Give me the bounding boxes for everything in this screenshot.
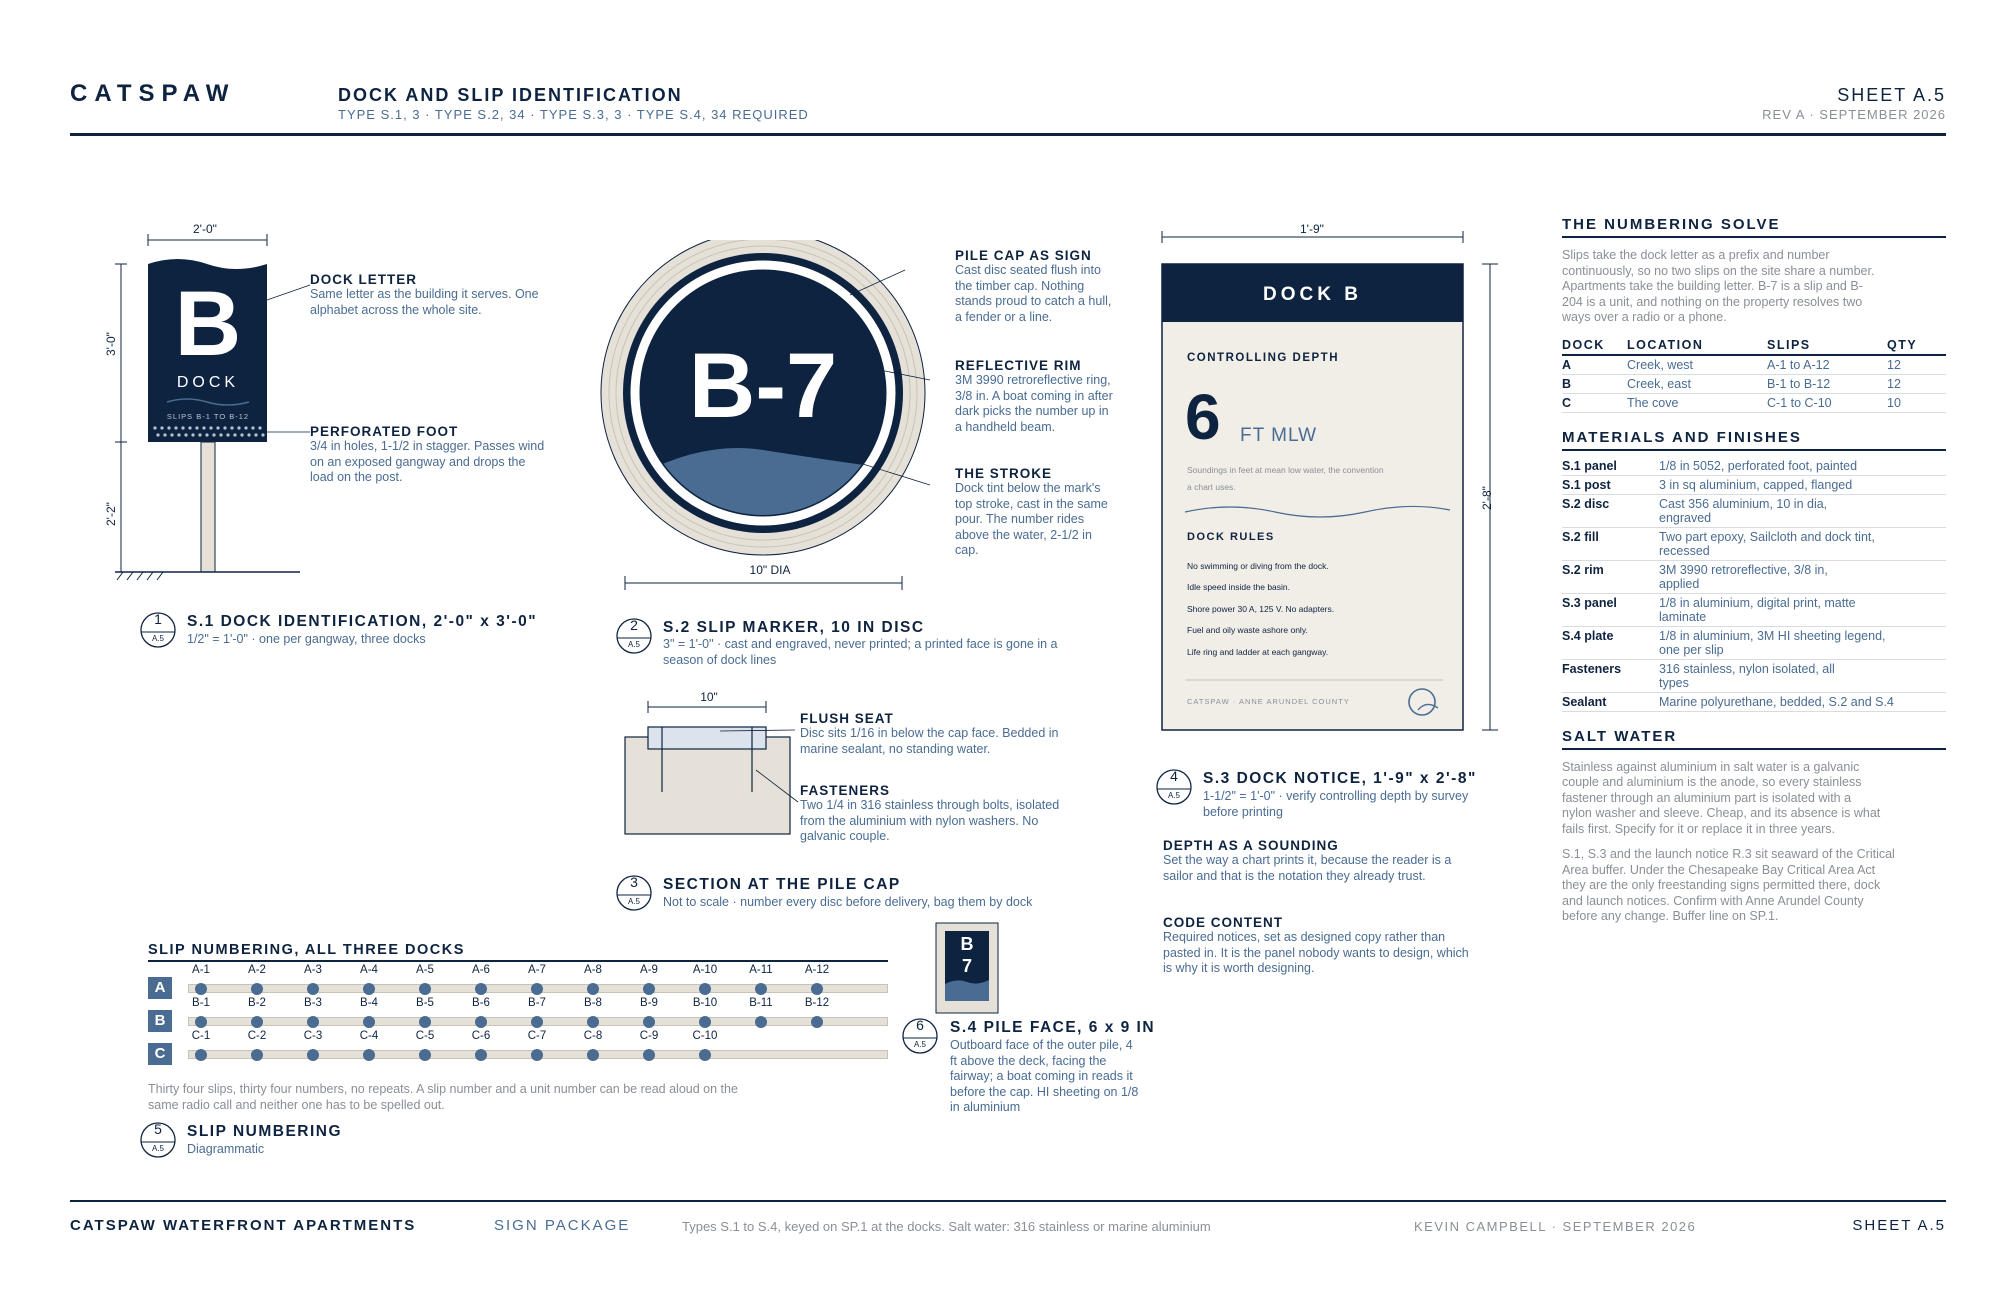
- slip-label: B-8: [584, 997, 602, 1009]
- s2-callout-stroke-text: Dock tint below the mark's top stroke, cast in the same pour. The number rides above the water, 2-1/2 in cap.: [955, 481, 1108, 557]
- s4-face-number: 7: [961, 956, 972, 976]
- sheet-title: DOCK AND SLIP IDENTIFICATION: [338, 85, 683, 105]
- slip-dot: [251, 1016, 263, 1028]
- dock-col-slips: SLIPS: [1767, 336, 1887, 355]
- s1-callout-foot-text: 3/4 in holes, 1-1/2 in stagger. Passes wind on an exposed gangway and drops the load on the post.: [310, 439, 545, 484]
- dock-badge: B: [148, 1010, 172, 1032]
- slip-dot: [419, 1016, 431, 1028]
- mat-value: 1/8 in 5052, perforated foot, painted: [1659, 457, 1946, 476]
- slip-label: C-8: [583, 1030, 603, 1042]
- mat-value: 3M 3990 retroreflective, 3/8 in, applied: [1659, 560, 1946, 593]
- section-callout-seat-title: FLUSH SEAT: [800, 711, 894, 726]
- dock-badge: C: [148, 1043, 172, 1065]
- slip-label: B-7: [528, 997, 546, 1009]
- section-callout-fasteners-text: Two 1/4 in 316 stainless through bolts, isolated from the aluminium with nylon washers. No galvanic couple.: [800, 798, 1060, 843]
- dock-cell: The cove: [1627, 393, 1767, 412]
- dock-cell: 10: [1887, 393, 1946, 412]
- slip-label: C-10: [692, 1030, 718, 1042]
- table-row: [1562, 457, 1946, 476]
- s2-callout-rim-text: 3M 3990 retroreflective ring, 3/8 in. A boat coming in after dark picks the number up in a handheld beam.: [955, 373, 1113, 434]
- mat-value: Cast 356 aluminium, 10 in dia, engraved: [1659, 494, 1946, 527]
- section-detail-sheet: A.5: [627, 897, 640, 906]
- mat-value: 1/8 in aluminium, digital print, matte laminate: [1659, 593, 1946, 626]
- slip-label: B-4: [360, 997, 378, 1009]
- dock-cell: C-1 to C-10: [1767, 393, 1887, 412]
- s1-title: S.1 DOCK IDENTIFICATION, 2'-0" x 3'-0": [187, 613, 538, 630]
- s3-note-depth-title: DEPTH AS A SOUNDING: [1163, 838, 1339, 853]
- s3-detail-number: 4: [1170, 768, 1178, 784]
- slip-label: B-3: [304, 997, 322, 1009]
- table-row: [1562, 692, 1946, 711]
- salt-text-2: S.1, S.3 and the launch notice R.3 sit seaward of the Critical Area buffer. Under the Chesapeake Bay Critical Area Act they are the only freestanding signs permitted there, dock and launch notices. Confirm with Anne Arundel County before any change. Buffer line on SP.1.: [1562, 847, 1895, 923]
- slip-label: A-9: [640, 964, 658, 976]
- table-row: [1562, 355, 1946, 375]
- section-callout-seat-text: Disc sits 1/16 in below the cap face. Bedded in marine sealant, no standing water.: [800, 726, 1059, 756]
- s2-callout-pilecap-text: Cast disc seated flush into the timber cap. Nothing stands proud to catch a hull, a fender or a line.: [955, 263, 1112, 324]
- s1-sign-letter: B: [174, 273, 242, 375]
- s4-title: S.4 PILE FACE, 6 x 9 IN: [950, 1019, 1156, 1036]
- footer-note: Types S.1 to S.4, keyed on SP.1 at the docks. Salt water: 316 stainless or marine aluminium: [682, 1219, 1211, 1234]
- dock-cell: Creek, west: [1627, 355, 1767, 375]
- section-drawing: [620, 690, 810, 840]
- s3-detail-sheet: A.5: [1167, 791, 1180, 800]
- slip-dot: [475, 1016, 487, 1028]
- s4-detail-sheet: A.5: [913, 1040, 926, 1049]
- s1-subtitle: 1/2" = 1'-0" · one per gangway, three docks: [187, 632, 426, 646]
- slip-dot: [251, 1049, 263, 1061]
- footer-project: CATSPAW WATERFRONT APARTMENTS: [70, 1217, 417, 1234]
- slip-label: C-3: [303, 1030, 323, 1042]
- dock-cell: 12: [1887, 374, 1946, 393]
- section-callout-fasteners-title: FASTENERS: [800, 783, 891, 798]
- slip-label: C-2: [247, 1030, 267, 1042]
- slips-note: Thirty four slips, thirty four numbers, no repeats. A slip number and a unit number can be read aloud on the same radio call and neither one has to be spelled out.: [148, 1082, 738, 1112]
- slip-dot: [699, 1016, 711, 1028]
- s3-note-code-title: CODE CONTENT: [1163, 915, 1283, 930]
- slip-label: C-7: [527, 1030, 547, 1042]
- s3-rule-2: Idle speed inside the basin.: [1187, 582, 1291, 592]
- slip-dot: [195, 1049, 207, 1061]
- s3-title: S.3 DOCK NOTICE, 1'-9" x 2'-8": [1203, 770, 1477, 787]
- mat-value: 1/8 in aluminium, 3M HI sheeting legend, one per slip: [1659, 626, 1946, 659]
- s3-rule-4: Fuel and oily waste ashore only.: [1187, 625, 1308, 635]
- slip-label: A-10: [692, 964, 718, 976]
- slip-label: B-11: [749, 997, 773, 1009]
- s1-callout-dock-letter-text: Same letter as the building it serves. One alphabet across the whole site.: [310, 287, 539, 317]
- brand-wordmark: CATSPAW: [70, 80, 236, 107]
- slips-detail-subtitle: Diagrammatic: [187, 1142, 265, 1156]
- slip-dot: [419, 1049, 431, 1061]
- mat-key: S.1 post: [1562, 475, 1659, 494]
- slip-dot: [643, 1049, 655, 1061]
- slip-label: C-6: [471, 1030, 491, 1042]
- s2-callout-pilecap-title: PILE CAP AS SIGN: [955, 248, 1092, 263]
- slip-dot: [811, 1016, 823, 1028]
- salt-text-1: Stainless against aluminium in salt water is a galvanic couple and aluminium is the anode, so every stainless fastener through an aluminium part is isolated with a nylon washer and sleeve. Cheap, and its absence is what fails first. Specify for it or replace it in three years.: [1562, 759, 1881, 836]
- slip-label: B-6: [472, 997, 490, 1009]
- table-row: [1562, 593, 1946, 626]
- slip-label: C-9: [639, 1030, 659, 1042]
- mat-key: S.1 panel: [1562, 457, 1659, 476]
- table-row: [1562, 494, 1946, 527]
- s3-depth-unit: FT MLW: [1240, 425, 1318, 446]
- table-row: [1562, 527, 1946, 560]
- solve-title: THE NUMBERING SOLVE: [1562, 216, 1946, 238]
- slip-label: A-1: [192, 964, 210, 976]
- mat-value: Two part epoxy, Sailcloth and dock tint, recessed: [1659, 527, 1946, 560]
- salt-title: SALT WATER: [1562, 728, 1946, 750]
- mat-key: S.2 rim: [1562, 560, 1659, 593]
- s2-disc-text: B-7: [688, 335, 838, 437]
- section-dim: 10": [700, 690, 718, 704]
- footer-sheet: SHEET A.5: [1852, 1217, 1946, 1234]
- s3-dim-height: 2'-8": [1480, 486, 1494, 510]
- s2-dim: 10" DIA: [720, 563, 820, 577]
- revision: REV A · SEPTEMBER 2026: [1762, 107, 1946, 122]
- slip-dot: [363, 983, 375, 995]
- s2-detail-number: 2: [630, 617, 638, 633]
- mat-value: Marine polyurethane, bedded, S.2 and S.4: [1659, 692, 1946, 711]
- dock-table: [1562, 336, 1946, 413]
- slip-dot: [531, 1049, 543, 1061]
- dock-cell: B-1 to B-12: [1767, 374, 1887, 393]
- dock-cell: C: [1562, 393, 1627, 412]
- slip-dot: [587, 983, 599, 995]
- footer-package: SIGN PACKAGE: [494, 1217, 631, 1234]
- s1-detail-sheet: A.5: [151, 634, 164, 643]
- s1-dim-h2: 2'-2": [104, 502, 118, 526]
- slip-dot: [531, 983, 543, 995]
- s3-note-depth-text: Set the way a chart prints it, because the reader is a sailor and that is the notation they already trust.: [1163, 853, 1452, 883]
- dock-badge: A: [148, 977, 172, 999]
- mat-value: 316 stainless, nylon isolated, all types: [1659, 659, 1946, 692]
- s4-face-letter: B: [960, 934, 974, 954]
- section-detail-number: 3: [630, 874, 638, 890]
- s1-detail-number: 1: [154, 611, 162, 627]
- mat-key: S.2 disc: [1562, 494, 1659, 527]
- s3-note-code-text: Required notices, set as designed copy rather than pasted in. It is the panel nobody wants to design, which is why it is worth designing.: [1163, 930, 1469, 975]
- sheet-number: SHEET A.5: [1837, 85, 1946, 105]
- slip-label: A-6: [472, 964, 490, 976]
- slip-label: B-5: [416, 997, 434, 1009]
- mat-key: S.2 fill: [1562, 527, 1659, 560]
- slip-label: B-12: [804, 997, 830, 1009]
- slip-dot: [475, 1049, 487, 1061]
- s1-dim-h1: 3'-0": [104, 332, 118, 356]
- slip-label: B-1: [192, 997, 210, 1009]
- dock-col-qty: QTY: [1887, 336, 1946, 355]
- s3-rules-label: DOCK RULES: [1187, 531, 1275, 543]
- s3-rule-3: Shore power 30 A, 125 V. No adapters.: [1187, 604, 1335, 614]
- s3-panel-foot: CATSPAW · ANNE ARUNDEL COUNTY: [1187, 697, 1350, 706]
- s3-panel-title: DOCK B: [1263, 284, 1362, 305]
- slip-dot: [307, 1016, 319, 1028]
- slip-dot: [755, 983, 767, 995]
- slip-dot: [643, 983, 655, 995]
- table-row: [1562, 374, 1946, 393]
- s2-detail-sheet: A.5: [627, 640, 640, 649]
- materials-table: [1562, 457, 1946, 712]
- right-column: [1562, 216, 1946, 925]
- slip-dot: [475, 983, 487, 995]
- slip-label: B-9: [640, 997, 658, 1009]
- solve-text: Slips take the dock letter as a prefix and number continuously, so no two slips on the site share a number. Apartments take the building letter. B-7 is a slip and B-204 is a unit, and nothing on the property resolves two ways over a radio or a phone.: [1562, 248, 1875, 324]
- dock-cell: A: [1562, 355, 1627, 375]
- slip-dot: [699, 983, 711, 995]
- table-row: [1562, 626, 1946, 659]
- s4-detail-number: 6: [916, 1017, 924, 1033]
- slip-dot: [587, 1049, 599, 1061]
- slip-label: B-10: [692, 997, 718, 1009]
- dock-col-dock: DOCK: [1562, 336, 1627, 355]
- header-rule: [70, 133, 1946, 136]
- slip-label: B-2: [248, 997, 266, 1009]
- slips-detail-number: 5: [154, 1121, 162, 1137]
- s2-callout-stroke-title: THE STROKE: [955, 466, 1053, 481]
- table-row: [1562, 393, 1946, 412]
- s1-callout-dock-letter-title: DOCK LETTER: [310, 272, 417, 287]
- s1-sign-word: DOCK: [176, 374, 240, 391]
- slip-dot: [363, 1049, 375, 1061]
- s3-depth-number: 6: [1185, 381, 1221, 453]
- materials-title: MATERIALS AND FINISHES: [1562, 429, 1946, 451]
- slip-dot: [755, 1016, 767, 1028]
- mat-key: Fasteners: [1562, 659, 1659, 692]
- slip-label: A-11: [749, 964, 773, 976]
- slip-label: A-2: [248, 964, 266, 976]
- slip-dot: [251, 983, 263, 995]
- mat-key: Sealant: [1562, 692, 1659, 711]
- mat-value: 3 in sq aluminium, capped, flanged: [1659, 475, 1946, 494]
- dock-col-location: LOCATION: [1627, 336, 1767, 355]
- s4-subtitle: Outboard face of the outer pile, 4 ft above the deck, facing the fairway; a boat coming in reads it before the cap. HI sheeting on 1/8 in aluminium: [950, 1038, 1139, 1114]
- s1-sign-slips: SLIPS B-1 TO B-12: [166, 412, 250, 421]
- section-subtitle: Not to scale · number every disc before delivery, bag them by dock: [663, 895, 1033, 909]
- s3-rule-5: Life ring and ladder at each gangway.: [1187, 647, 1329, 657]
- slip-label: A-5: [416, 964, 434, 976]
- s3-depth-label: CONTROLLING DEPTH: [1187, 352, 1339, 364]
- slip-label: A-3: [304, 964, 322, 976]
- s1-callout-foot-title: PERFORATED FOOT: [310, 424, 459, 439]
- slip-dot: [587, 1016, 599, 1028]
- dock-cell: A-1 to A-12: [1767, 355, 1887, 375]
- slip-dot: [699, 1049, 711, 1061]
- s3-subtitle: 1-1/2" = 1'-0" · verify controlling depth by survey before printing: [1203, 789, 1469, 819]
- s2-callout-rim-title: REFLECTIVE RIM: [955, 358, 1082, 373]
- slip-label: C-4: [359, 1030, 379, 1042]
- section-title: SECTION AT THE PILE CAP: [663, 876, 901, 893]
- slip-label: A-4: [360, 964, 378, 976]
- sheet-subtitle: TYPE S.1, 3 · TYPE S.2, 34 · TYPE S.3, 3 · TYPE S.4, 34 REQUIRED: [338, 107, 809, 122]
- slip-grid: [148, 964, 888, 1064]
- slip-dot: [531, 1016, 543, 1028]
- s2-subtitle: 3" = 1'-0" · cast and engraved, never printed; a printed face is gone in a season of dock lines: [663, 637, 1058, 667]
- s3-depth-note: Soundings in feet at mean low water, the convention a chart uses.: [1187, 465, 1384, 492]
- slip-label: A-7: [528, 964, 546, 976]
- slip-dot: [643, 1016, 655, 1028]
- footer-author: KEVIN CAMPBELL · SEPTEMBER 2026: [1414, 1219, 1697, 1234]
- slip-label: A-12: [804, 964, 830, 976]
- dock-cell: 12: [1887, 355, 1946, 375]
- dock-cell: Creek, east: [1627, 374, 1767, 393]
- slip-dot: [419, 983, 431, 995]
- slip-dot: [307, 983, 319, 995]
- mat-key: S.4 plate: [1562, 626, 1659, 659]
- table-row: [1562, 475, 1946, 494]
- footer-rule: [70, 1200, 1946, 1202]
- slips-detail-sheet: A.5: [151, 1144, 164, 1153]
- slips-detail-title: SLIP NUMBERING: [187, 1123, 343, 1140]
- mat-key: S.3 panel: [1562, 593, 1659, 626]
- slips-title: SLIP NUMBERING, ALL THREE DOCKS: [148, 942, 888, 962]
- dock-cell: B: [1562, 374, 1627, 393]
- table-row: [1562, 560, 1946, 593]
- s3-dim-width: 1'-9": [1300, 222, 1324, 236]
- slip-label: A-8: [584, 964, 602, 976]
- slip-dot: [363, 1016, 375, 1028]
- slip-dot: [811, 983, 823, 995]
- slip-dot: [195, 983, 207, 995]
- s3-rule-1: No swimming or diving from the dock.: [1187, 561, 1329, 571]
- slip-dot: [195, 1016, 207, 1028]
- slip-dot: [307, 1049, 319, 1061]
- slip-label: C-1: [191, 1030, 211, 1042]
- s1-dim-width: 2'-0": [193, 222, 217, 236]
- s2-title: S.2 SLIP MARKER, 10 IN DISC: [663, 619, 925, 636]
- slip-label: C-5: [415, 1030, 435, 1042]
- table-row: [1562, 659, 1946, 692]
